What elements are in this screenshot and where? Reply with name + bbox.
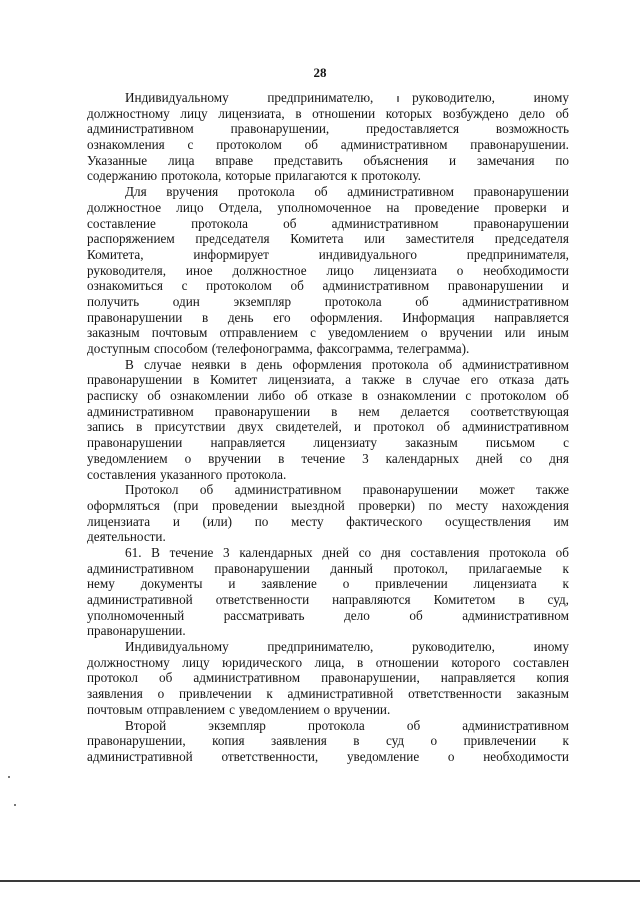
text-line: правонарушении. bbox=[87, 623, 186, 639]
text-line: содержанию протокола, которые прилагаются к протоколу. bbox=[87, 168, 421, 184]
text-line: заявления о привлечении к административной ответственности заказным bbox=[87, 686, 569, 702]
text-line: должностное лицо Отдела, уполномоченное на проведение проверки и bbox=[87, 199, 569, 215]
text-line: административном правонарушении в нем делается соответствующая bbox=[87, 403, 569, 419]
text-line: заказным почтовым отправлением с уведомлением о вручении или иным bbox=[87, 325, 569, 341]
text-line: Протокол об административном правонарушении может также bbox=[125, 482, 569, 498]
scan-artifact-dot bbox=[8, 776, 10, 778]
text-line: должностному лицу лицензиата, в отношении которых возбуждено дело об bbox=[87, 105, 569, 121]
text-line: составления указанного протокола. bbox=[87, 466, 287, 482]
text-line: нему документы и заявление о привлечении лицензиата к bbox=[87, 576, 569, 592]
text-line: 61. В течение 3 календарных дней со дня составления протокола об bbox=[125, 544, 569, 560]
text-line: протокол об административном правонарушении, направляется копия bbox=[87, 670, 569, 686]
text-line: правонарушении в Комитет лицензиата, а также в случае его отказа дать bbox=[87, 372, 569, 388]
text-line: доступным способом (телефонограмма, факсограмма, телеграмма). bbox=[87, 341, 470, 356]
text-line: получить один экземпляр протокола об административном bbox=[87, 293, 569, 309]
text-line: должностному лицу юридического лица, в отношении которого составлен bbox=[87, 654, 569, 670]
document-body bbox=[87, 90, 569, 765]
page-bottom-edge bbox=[0, 880, 640, 882]
text-line: Индивидуальному предпринимателю, руководителю, иному bbox=[125, 90, 569, 105]
text-line: запись в присутствии двух свидетелей, и протокол об административном bbox=[87, 419, 569, 435]
text-line: почтовым отправлением с уведомлением о вручении. bbox=[87, 701, 391, 717]
text-line: составление протокола об административном правонарушении bbox=[87, 215, 569, 231]
text-line: уполномоченный рассматривать дело об административном bbox=[87, 607, 569, 623]
text-line: правонарушении в день его оформления. Информация направляется bbox=[87, 309, 569, 325]
text-line: Для вручения протокола об административном правонарушении bbox=[125, 184, 569, 200]
text-line: оформляться (при проведении выездной проверки) по месту нахождения bbox=[87, 497, 569, 513]
page-number: 28 bbox=[313, 65, 327, 80]
scan-artifact-dot bbox=[14, 804, 16, 806]
text-line: административном правонарушении, предоставляется возможность bbox=[87, 121, 569, 137]
text-line: административной ответственности направляются Комитетом в суд, bbox=[87, 592, 569, 607]
text-line: распоряжением председателя Комитета или заместителя председателя bbox=[87, 231, 569, 247]
text-line: Указанные лица вправе представить объяснения и замечания по bbox=[87, 152, 569, 168]
text-line: уведомлением о вручении в течение 3 календарных дней со дня bbox=[87, 450, 569, 466]
text-line: Индивидуальному предпринимателю, руководителю, иному bbox=[125, 639, 569, 655]
text-line: Комитета, информирует индивидуального предпринимателя, bbox=[87, 246, 569, 262]
text-line: лицензиата и (или) по месту фактического осуществления им bbox=[87, 513, 569, 529]
text-line: административной ответственности, уведомление о необходимости bbox=[87, 748, 569, 764]
text-line: ознакомиться с протоколом об административном правонарушении и bbox=[87, 278, 569, 294]
text-line: расписку об ознакомлении либо об отказе в ознакомлении с протоколом об bbox=[87, 388, 569, 404]
scan-artifact-tick bbox=[397, 96, 399, 102]
text-line: Второй экземпляр протокола об административном bbox=[125, 717, 569, 733]
text-line: В случае неявки в день оформления протокола об административном bbox=[125, 356, 569, 372]
text-line: деятельности. bbox=[87, 529, 166, 545]
text-line: ознакомления с протоколом об административном правонарушении. bbox=[87, 137, 569, 153]
text-line: руководителя, иное должностное лицо лицензиата о необходимости bbox=[87, 262, 569, 278]
text-line: правонарушении направляется лицензиату заказным письмом с bbox=[87, 435, 569, 451]
text-line: правонарушении, копия заявления в суд о привлечении к bbox=[87, 733, 569, 749]
text-line: административном правонарушении данный протокол, прилагаемые к bbox=[87, 560, 569, 576]
